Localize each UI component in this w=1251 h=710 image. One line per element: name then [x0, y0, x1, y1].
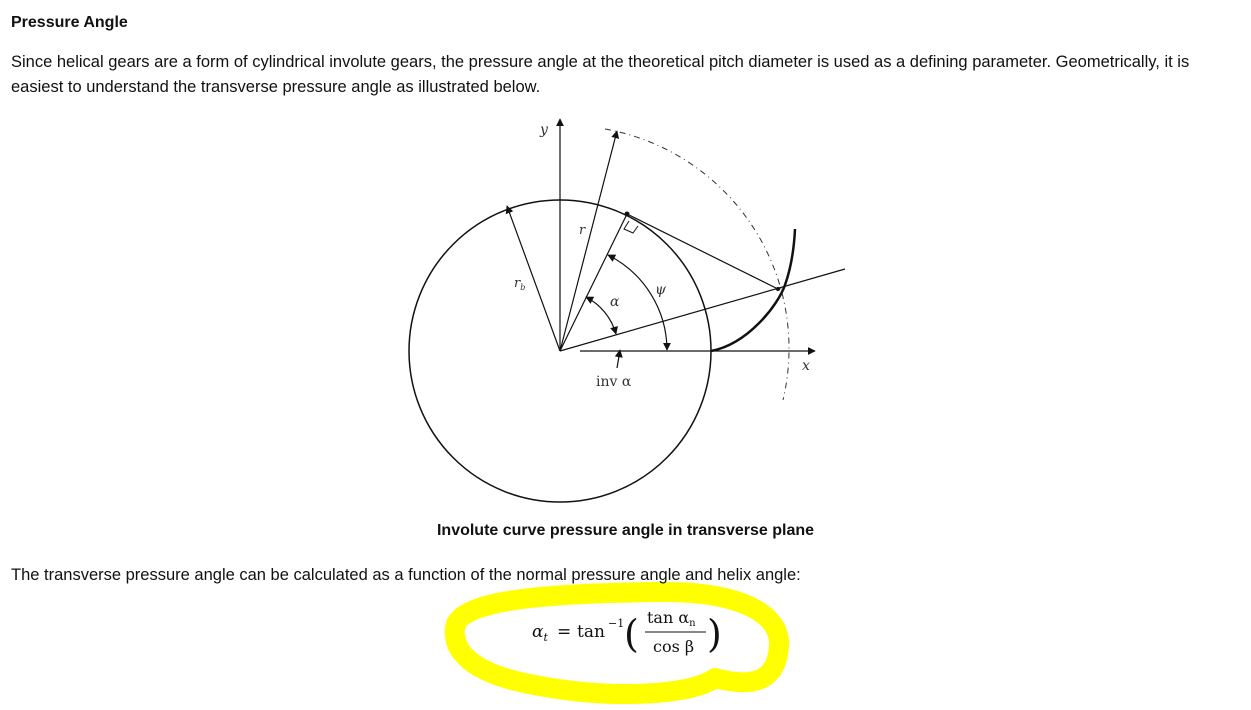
involute-curve — [711, 229, 795, 351]
y-axis-label: y — [540, 122, 548, 138]
eq-left-paren: ( — [624, 612, 639, 656]
tangent-point-line — [560, 214, 627, 351]
x-axis-label: x — [802, 358, 810, 374]
highlight-scribble — [455, 592, 779, 694]
eq-numerator: tan αn — [647, 608, 696, 629]
inv-alpha-arrow — [617, 350, 620, 368]
figure-caption: Involute curve pressure angle in transverse plane — [436, 522, 815, 539]
right-angle-marker — [624, 221, 638, 233]
eq-exponent: −1 — [608, 617, 625, 630]
eq-func: tan — [577, 622, 605, 642]
eq-right-paren: ) — [707, 612, 722, 656]
section-title: Pressure Angle — [11, 14, 128, 31]
body-paragraph: The transverse pressure angle can be calculated as a function of the normal pressure angle and helix angle: — [11, 566, 801, 584]
rb-label: $r_b$ — [514, 276, 526, 292]
involute-point — [776, 287, 780, 291]
tangent-line — [627, 214, 778, 289]
intro-paragraph: Since helical gears are a form of cylindrical involute gears, the pressure angle at the theoretical pitch diameter is used as a defining parameter. Geometrically, it is easiest to understand the transverse pressure angle as illustrated below. — [11, 53, 1190, 96]
eq-lhs: $\alpha_t$ — [532, 622, 548, 644]
eq-denominator: cos β — [653, 637, 695, 656]
pitch-circle-arc — [605, 129, 789, 400]
psi-label: ψ — [655, 282, 666, 298]
equation — [532, 608, 722, 656]
inv-alpha-label: inv α — [596, 374, 632, 390]
r-label: r — [579, 223, 586, 238]
eq-equals: = — [557, 622, 572, 642]
alpha-label: α — [610, 294, 620, 310]
